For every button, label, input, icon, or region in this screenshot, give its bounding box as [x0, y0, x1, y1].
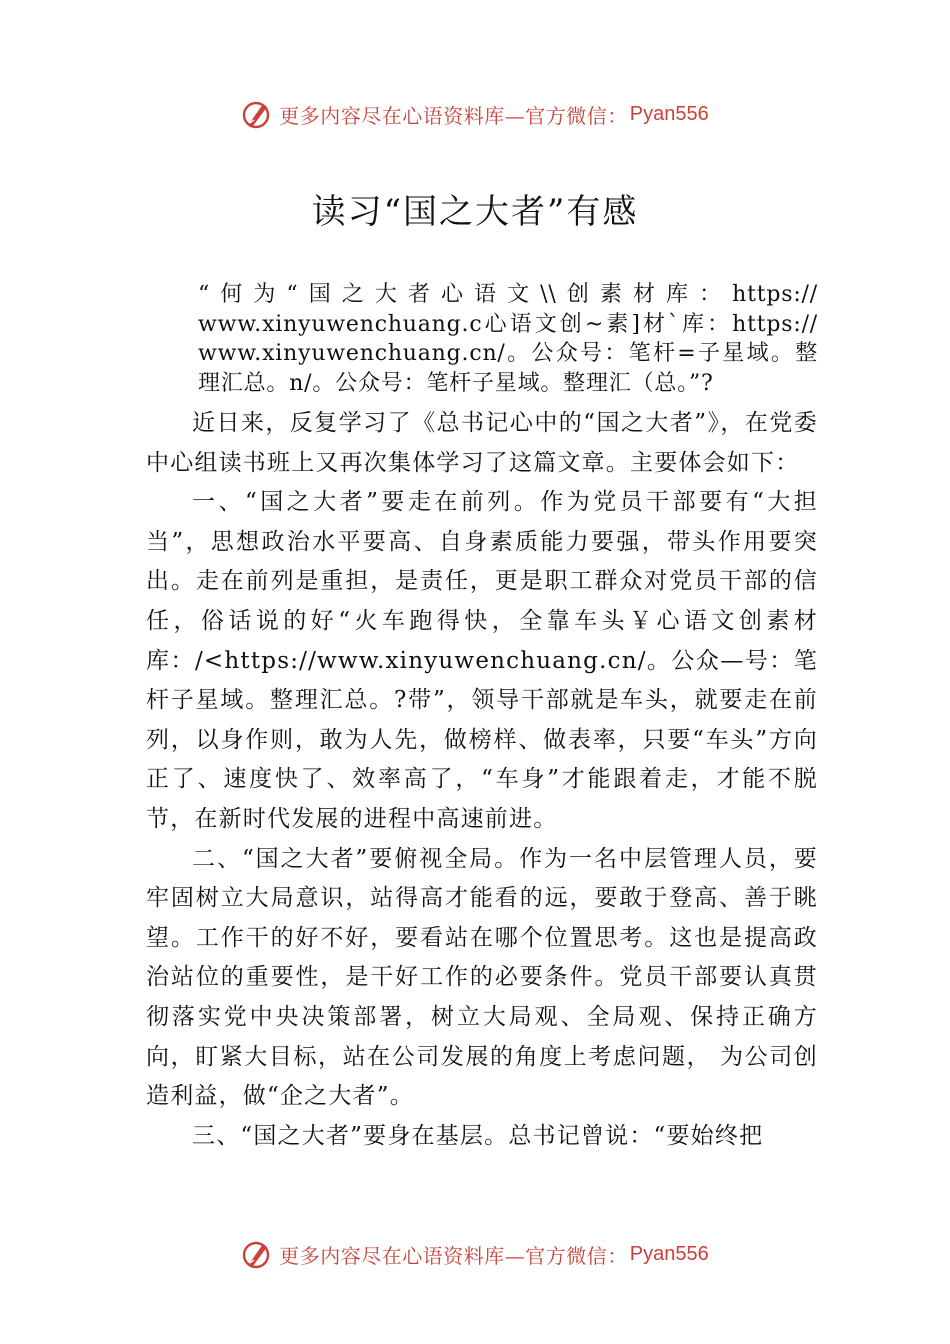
header-banner [0, 94, 950, 134]
paragraph-3: 二、“国之大者”要俯视全局。作为一名中层管理人员，要牢固树立大局意识，站得高才能看的远，要敢于登高、善于眺望。工作干的好不好，要看站在哪个位置思考。这也是提高政治站位的重要性，是干好工作的必要条件。党员干部要认真贯彻落实党中央决策部署，树立大局观、全局观、保持正确方向，盯紧大目标，站在公司发展的角度上考虑问题， 为公司创造利益，做“企之大者”。 [146, 845, 818, 1110]
banner-text: 更多内容尽在心语资料库—官方微信： [279, 103, 628, 128]
paragraph-4: 三、“国之大者”要身在基层。总书记曾说：“要始终把 [192, 1122, 764, 1149]
document-body [146, 280, 818, 1156]
paragraph-1: 近日来，反复学习了《总书记心中的“国之大者”》，在党委中心组读书班上又再次集体学习了这篇文章。主要体会如下： [146, 410, 818, 476]
paragraph-2: 一、“国之大者”要走在前列。作为党员干部要有“大担当”，思想政治水平要高、自身素质能力要强，带头作用要突出。走在前列是重担，是责任，更是职工群众对党员干部的信任，俗话说的好“火车跑得快，全靠车头￥心语文创素材库：/<https://www.xinyuwenchuang.cn/。公众—号：笔杆子星域。整理汇总。?带”，领导干部就是车头，就要走在前列，以身作则，敢为人先，做榜样、做表率，只要“车头”方向正了、速度快了、效率高了，“车身”才能跟着走，才能不脱节，在新时代发展的进程中高速前进。 [146, 489, 818, 832]
footer-banner [0, 1234, 950, 1274]
quill-pen-logo-icon [241, 98, 273, 130]
banner-wechat-id: Pyan556 [629, 102, 709, 125]
quill-pen-logo-icon [241, 1238, 273, 1270]
banner-text: 更多内容尽在心语资料库—官方微信： [279, 1243, 628, 1268]
banner-wechat-id: Pyan556 [629, 1242, 709, 1265]
paragraph-intro: “何为“国之大者心语文\\创素材库：https:// www.xinyuwenchuang.c心语文创~素]材`库：https:// www.xinyuwenchuang.cn/。公众号：笔杆=子星域。整理汇总。n/。公众号：笔杆子星域。整理汇（总。”? [198, 282, 818, 396]
document-title: 读习“国之大者”有感 [311, 192, 639, 232]
